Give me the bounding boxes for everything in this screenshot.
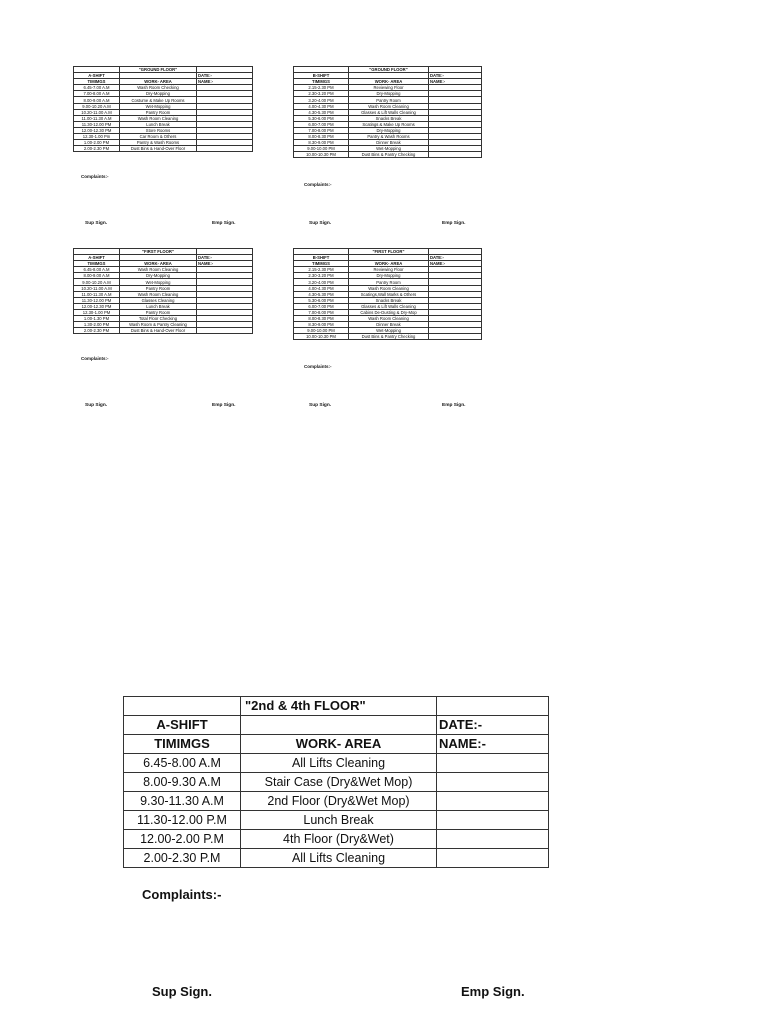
table-row: 8.00-9.30 A.M Stair Case (Dry&Wet Mop) [124, 773, 549, 792]
complaints-label: Complaints:- [81, 356, 109, 361]
schedule-table [293, 248, 482, 340]
timings-header: TIMIMGS [294, 79, 349, 85]
complaints-label: Complaints:- [81, 174, 109, 179]
table-row: 2.00-2.30 PM Dust Bins & Hand-Over Floor [74, 328, 253, 334]
table-row: 12.00-2.00 P.M 4th Floor (Dry&Wet) [124, 830, 549, 849]
table-row: 7.00-8.00 PM Cabins De-Dusting & Dry-Mop [294, 309, 482, 315]
sup-sign-label: Sup Sign. [152, 984, 212, 999]
floor-title: "GROUND FLOOR" [120, 67, 197, 73]
table-row: 4.30-5.30 PM Glasses & Lift Walls Cleaning [294, 109, 482, 115]
schedule-table [293, 66, 482, 158]
table-row: 4.00-4.30 PM Wash Room Cleaning [294, 103, 482, 109]
work-area-header: WORK- AREA [349, 79, 429, 85]
table-row: 10.20-11.00 A.M Pantry Room [74, 109, 253, 115]
table-row: 10.20-11.00 A.M Pantry Room [74, 285, 253, 291]
floor-title: "GROUND FLOOR" [349, 67, 429, 73]
name-label: NAME:- [197, 261, 253, 267]
table-row: 5.30-6.00 PM Snacks Break [294, 115, 482, 121]
date-label: DATE:- [429, 73, 482, 79]
shift-label: A-SHIFT [74, 255, 120, 261]
table-row: 3.20-4.00 PM Pantry Room [294, 279, 482, 285]
ground-floor-b-shift-schedule [293, 66, 482, 187]
table-row: 8.00-9.00 A.M Costume & Make Up Rooms [74, 97, 253, 103]
table-row: 1.00-2.00 PM Pantry & Wash Rooms [74, 140, 253, 146]
table-row: 9.30-11.30 A.M 2nd Floor (Dry&Wet Mop) [124, 792, 549, 811]
work-area-header: WORK- AREA [349, 261, 429, 267]
shift-label: B-SHIFT [294, 255, 349, 261]
table-row: 9.00-10.00 PM Wet-Mopping [294, 146, 482, 152]
table-row: 11.30-12.00 PM Glasses Cleaning [74, 297, 253, 303]
floor-title: "FIRST FLOOR" [120, 249, 197, 255]
emp-sign-label: Emp Sign. [212, 221, 236, 226]
table-row: 12.00-12.30 PM Lunch Break [74, 303, 253, 309]
complaints-label: Complaints:- [142, 887, 222, 902]
table-row: 11.00-11.30 A.M Wash Room Cleaning [74, 115, 253, 121]
table-row: 7.00-8.00 A.M Dry-Mopping [74, 91, 253, 97]
work-area-header: WORK- AREA [120, 79, 197, 85]
table-row: 8.00-8.30 PM Pantry & Wash Rooms [294, 134, 482, 140]
floor-title: "2nd & 4th FLOOR" [241, 697, 437, 716]
table-row: 6.00-7.00 PM Scatings & Make Up Rooms [294, 121, 482, 127]
sup-sign-label: Sup Sign. [85, 221, 108, 226]
sup-sign-label: Sup Sign. [85, 403, 108, 408]
floor-title: "FIRST FLOOR" [349, 249, 429, 255]
table-row: 2.00-2.30 P.M All Lifts Cleaning [124, 849, 549, 868]
table-row: 9.00-10.00 PM Wet-Mopping [294, 328, 482, 334]
work-area-header: WORK- AREA [241, 735, 437, 754]
table-row: 2.00-2.30 PM Dust Bins & Hand-Over Floor [74, 146, 253, 152]
table-row: 11.00-11.30 A.M Wash Room Cleaning [74, 291, 253, 297]
table-row: 10.00-10.30 PM Dust Bins & Pantry Checking [294, 334, 482, 340]
emp-sign-label: Emp Sign. [442, 403, 466, 408]
table-row: 9.00-10.20 A.M Wet-Mopping [74, 279, 253, 285]
table-row: 8.00-9.00 A.M Dry-Mopping [74, 273, 253, 279]
name-label: NAME:- [197, 79, 253, 85]
first-floor-b-shift-schedule [293, 248, 482, 369]
table-row: 8.30-9.00 PM Dinner Break [294, 322, 482, 328]
complaints-label: Complaints:- [304, 364, 332, 369]
table-row: 4.30-5.30 PM Scatings,Wall Marks & Others [294, 291, 482, 297]
first-floor-a-shift-schedule [73, 248, 253, 361]
complaints-label: Complaints:- [304, 182, 332, 187]
timings-header: TIMIMGS [294, 261, 349, 267]
work-area-header: WORK- AREA [120, 261, 197, 267]
name-label: NAME:- [429, 79, 482, 85]
schedule-table [123, 696, 549, 868]
table-row: 8.00-8.30 PM Wash Room Cleaning [294, 316, 482, 322]
table-row: 5.30-6.00 PM Snacks Break [294, 297, 482, 303]
table-row: 4.00-4.30 PM Wash Room Cleaning [294, 285, 482, 291]
schedule-table [73, 66, 253, 152]
table-row: 2.15-2.30 PM Reviewing Floor [294, 85, 482, 91]
timings-header: TIMIMGS [74, 261, 120, 267]
table-row: 12.30-1.00 PM Pantry Room [74, 309, 253, 315]
emp-sign-label: Emp Sign. [212, 403, 236, 408]
table-row: 6.45-8.00 A.M All Lifts Cleaning [124, 754, 549, 773]
table-row: 10.00-10.30 PM Dust Bins & Pantry Checking [294, 152, 482, 158]
second-fourth-floor-a-shift-schedule [123, 696, 549, 902]
table-row: 11.30-12.00 P.M Lunch Break [124, 811, 549, 830]
table-row: 2.15-2.30 PM Reviewing Floor [294, 267, 482, 273]
name-label: NAME:- [429, 261, 482, 267]
emp-sign-label: Emp Sign. [461, 984, 525, 999]
table-row: 6.45-8.00 A.M Wash Room Cleaning [74, 267, 253, 273]
table-row: 12.30-1.00 Pm Car Room & Others [74, 134, 253, 140]
date-label: DATE:- [197, 73, 253, 79]
table-row: 8.30-9.00 PM Dinner Break [294, 140, 482, 146]
ground-floor-a-shift-schedule [73, 66, 253, 179]
table-row: 6.45-7.00 A.M Wash Room Checking [74, 85, 253, 91]
date-label: DATE:- [197, 255, 253, 261]
date-label: DATE:- [437, 716, 549, 735]
name-label: NAME:- [437, 735, 549, 754]
table-row: 12.00-12.30 PM Store Rooms [74, 127, 253, 133]
schedule-table [73, 248, 253, 334]
timings-header: TIMIMGS [74, 79, 120, 85]
shift-label: A-SHIFT [124, 716, 241, 735]
table-row: 2.30-3.20 PM Dry-Mopping [294, 273, 482, 279]
table-row: 3.20-4.00 PM Pantry Room [294, 97, 482, 103]
table-row: 9.00-10.20 A.M Wet-Mopping [74, 103, 253, 109]
table-row: 2.30-3.20 PM Dry-Mopping [294, 91, 482, 97]
shift-label: A-SHIFT [74, 73, 120, 79]
timings-header: TIMIMGS [124, 735, 241, 754]
table-row: 7.00-8.00 PM Dry-Mopping [294, 127, 482, 133]
table-row: 6.00-7.00 PM Glasses & Lift Walls Cleaning [294, 303, 482, 309]
table-row: 11.30-12.00 PM Lunch Break [74, 121, 253, 127]
shift-label: B-SHIFT [294, 73, 349, 79]
emp-sign-label: Emp Sign. [442, 221, 466, 226]
sup-sign-label: Sup Sign. [309, 403, 332, 408]
date-label: DATE:- [429, 255, 482, 261]
table-row: 1.30-2.00 PM Wash Room & Pantry Cleaning [74, 322, 253, 328]
sup-sign-label: Sup Sign. [309, 221, 332, 226]
table-row: 1.00-1.30 PM Total Floor Checking [74, 316, 253, 322]
